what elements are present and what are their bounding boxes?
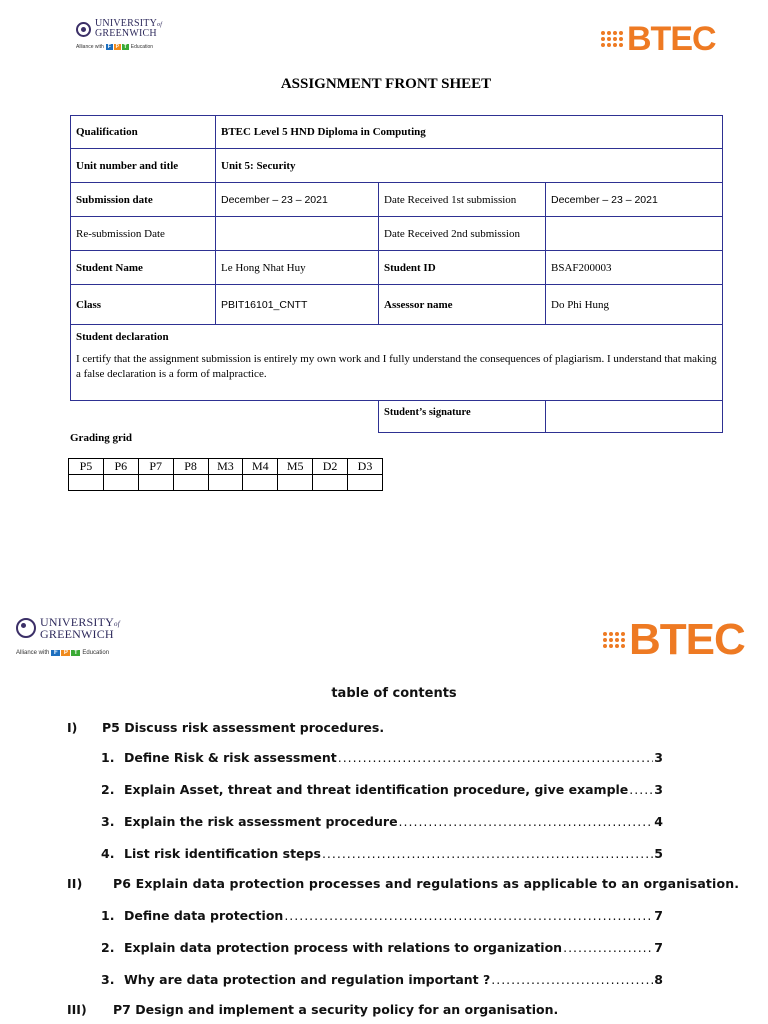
fpt-letter: P: [115, 44, 119, 50]
unit-value: Unit 5: Security: [216, 149, 723, 183]
toc-page: 7: [654, 908, 663, 923]
alliance-line: [16, 650, 120, 656]
fpt-letter: F: [51, 650, 60, 656]
university-of: of: [157, 22, 163, 28]
declaration-label: Student declaration: [76, 331, 169, 343]
toc-number: 2.: [101, 940, 115, 955]
date-received-2-label: Date Received 2nd submission: [379, 217, 546, 251]
grade-cell: [243, 475, 278, 491]
alliance-text: Alliance with: [76, 44, 104, 50]
grade-header: P6: [103, 459, 138, 475]
qualification-label: Qualification: [71, 116, 216, 149]
university-of: of: [114, 620, 120, 628]
table-row: [71, 325, 723, 401]
grade-cell: [103, 475, 138, 491]
student-name-label: Student Name: [71, 251, 216, 285]
toc-number: 1.: [101, 908, 115, 923]
declaration-text: I certify that the assignment submission is entirely my own work and I fully understand the consequences of plagiarism. I understand that making a false declaration is a form of malpractice.: [76, 353, 717, 380]
table-row: [71, 285, 723, 325]
btec-logo: [601, 22, 716, 56]
toc-entry[interactable]: [101, 846, 663, 861]
toc-number: I): [67, 720, 78, 735]
toc-entry[interactable]: [101, 908, 663, 923]
toc-section[interactable]: [67, 876, 739, 891]
university-name-line2: GREENWICH: [40, 627, 114, 641]
university-logo-2: [16, 616, 120, 656]
declaration-cell: [71, 325, 723, 401]
toc-number: III): [67, 1002, 87, 1017]
grade-header: P5: [69, 459, 104, 475]
grade-header: P7: [138, 459, 173, 475]
grade-header: M5: [278, 459, 313, 475]
toc-leader: [629, 782, 653, 797]
btec-logo-2: [603, 615, 745, 664]
fpt-letter: P: [61, 650, 70, 656]
toc-page: 7: [654, 940, 663, 955]
toc-title: table of contents: [331, 686, 457, 701]
signature-label: Student’s signature: [379, 401, 546, 433]
grade-cell: [69, 475, 104, 491]
education-text: Education: [130, 44, 154, 50]
toc-entry[interactable]: [101, 972, 663, 987]
toc-page: 8: [654, 972, 663, 987]
student-id-value: BSAF200003: [546, 251, 723, 285]
toc-leader: [322, 846, 653, 861]
date-received-1-label: Date Received 1st submission: [379, 183, 546, 217]
toc-text: Explain Asset, threat and threat identification procedure, give example: [124, 782, 629, 797]
submission-date-label: Submission date: [71, 183, 216, 217]
date-received-1-value: December – 23 – 2021: [546, 183, 723, 217]
btec-wordmark: BTEC: [627, 20, 716, 58]
toc-text: P5 Discuss risk assessment procedures.: [102, 720, 385, 735]
btec-dots-icon: [603, 632, 625, 648]
blank-cell: [71, 401, 379, 433]
toc-page: 4: [654, 814, 663, 829]
toc-page: 3: [654, 782, 663, 797]
toc-number: 3.: [101, 814, 115, 829]
toc-text: Why are data protection and regulation important ?: [124, 972, 491, 987]
toc-entry[interactable]: [101, 940, 663, 955]
toc-page: 3: [654, 750, 663, 765]
alliance-text: Alliance with: [16, 650, 50, 656]
fpt-letter: F: [107, 44, 111, 50]
university-logo: [76, 19, 162, 50]
grade-cell: [278, 475, 313, 491]
toc-text: P7 Design and implement a security policy for an organisation.: [113, 1002, 559, 1017]
toc-text: Explain data protection process with relations to organization: [124, 940, 563, 955]
grade-header: D3: [348, 459, 383, 475]
class-label: Class: [71, 285, 216, 325]
toc-entry[interactable]: [101, 782, 663, 797]
grade-cell: [313, 475, 348, 491]
resubmission-value: [216, 217, 379, 251]
fpt-letter: T: [123, 44, 127, 50]
table-row: [71, 183, 723, 217]
toc-number: 2.: [101, 782, 115, 797]
toc-number: 4.: [101, 846, 115, 861]
toc-text: Explain the risk assessment procedure: [124, 814, 398, 829]
toc-number: 1.: [101, 750, 115, 765]
resubmission-label: Re-submission Date: [71, 217, 216, 251]
grade-header: P8: [173, 459, 208, 475]
student-id-label: Student ID: [379, 251, 546, 285]
btec-dots-icon: [601, 31, 623, 47]
toc-text: Define data protection: [124, 908, 284, 923]
table-row: [71, 401, 723, 433]
fpt-letter: T: [71, 650, 80, 656]
grading-grid: [68, 458, 383, 491]
fpt-logo: [106, 44, 129, 50]
grading-value-row: [69, 475, 383, 491]
table-row: [71, 217, 723, 251]
page-title: ASSIGNMENT FRONT SHEET: [280, 76, 492, 92]
grade-cell: [138, 475, 173, 491]
grading-header-row: [69, 459, 383, 475]
crest-icon: [76, 22, 91, 37]
grade-header: M4: [243, 459, 278, 475]
university-name-line2: GREENWICH: [95, 28, 157, 39]
toc-text: P6 Explain data protection processes and regulations as applicable to an organisation.: [113, 876, 740, 891]
student-name-value: Le Hong Nhat Huy: [216, 251, 379, 285]
table-row: [71, 251, 723, 285]
submission-date-value: December – 23 – 2021: [216, 183, 379, 217]
grading-grid-label: Grading grid: [70, 432, 133, 444]
alliance-line: [76, 44, 162, 50]
table-row: [71, 116, 723, 149]
btec-wordmark: BTEC: [629, 615, 745, 664]
toc-leader: [338, 750, 654, 765]
table-row: [71, 149, 723, 183]
grade-cell: [208, 475, 243, 491]
toc-section[interactable]: [67, 720, 384, 735]
grade-cell: [348, 475, 383, 491]
fpt-logo: [51, 650, 80, 656]
crest-icon: [16, 618, 36, 638]
toc-entry[interactable]: [101, 814, 663, 829]
grade-cell: [173, 475, 208, 491]
toc-leader: [491, 972, 653, 987]
assessor-label: Assessor name: [379, 285, 546, 325]
grade-header: D2: [313, 459, 348, 475]
education-text: Education: [82, 650, 110, 656]
toc-leader: [563, 940, 653, 955]
unit-label: Unit number and title: [71, 149, 216, 183]
toc-number: II): [67, 876, 83, 891]
grade-header: M3: [208, 459, 243, 475]
assessor-value: Do Phi Hung: [546, 285, 723, 325]
toc-leader: [399, 814, 654, 829]
toc-text: List risk identification steps: [124, 846, 321, 861]
toc-page: 5: [654, 846, 663, 861]
qualification-value: BTEC Level 5 HND Diploma in Computing: [216, 116, 723, 149]
toc-leader: [284, 908, 653, 923]
toc-number: 3.: [101, 972, 115, 987]
signature-value: [546, 401, 723, 433]
date-received-2-value: [546, 217, 723, 251]
class-value: PBIT16101_CNTT: [216, 285, 379, 325]
university-name-line1: UNIVERSITY: [95, 18, 157, 29]
toc-text: Define Risk & risk assessment: [124, 750, 337, 765]
toc-entry[interactable]: [101, 750, 663, 765]
university-name-line1: UNIVERSITY: [40, 615, 114, 629]
toc-section[interactable]: [67, 1002, 558, 1017]
front-sheet-table: [70, 115, 723, 433]
